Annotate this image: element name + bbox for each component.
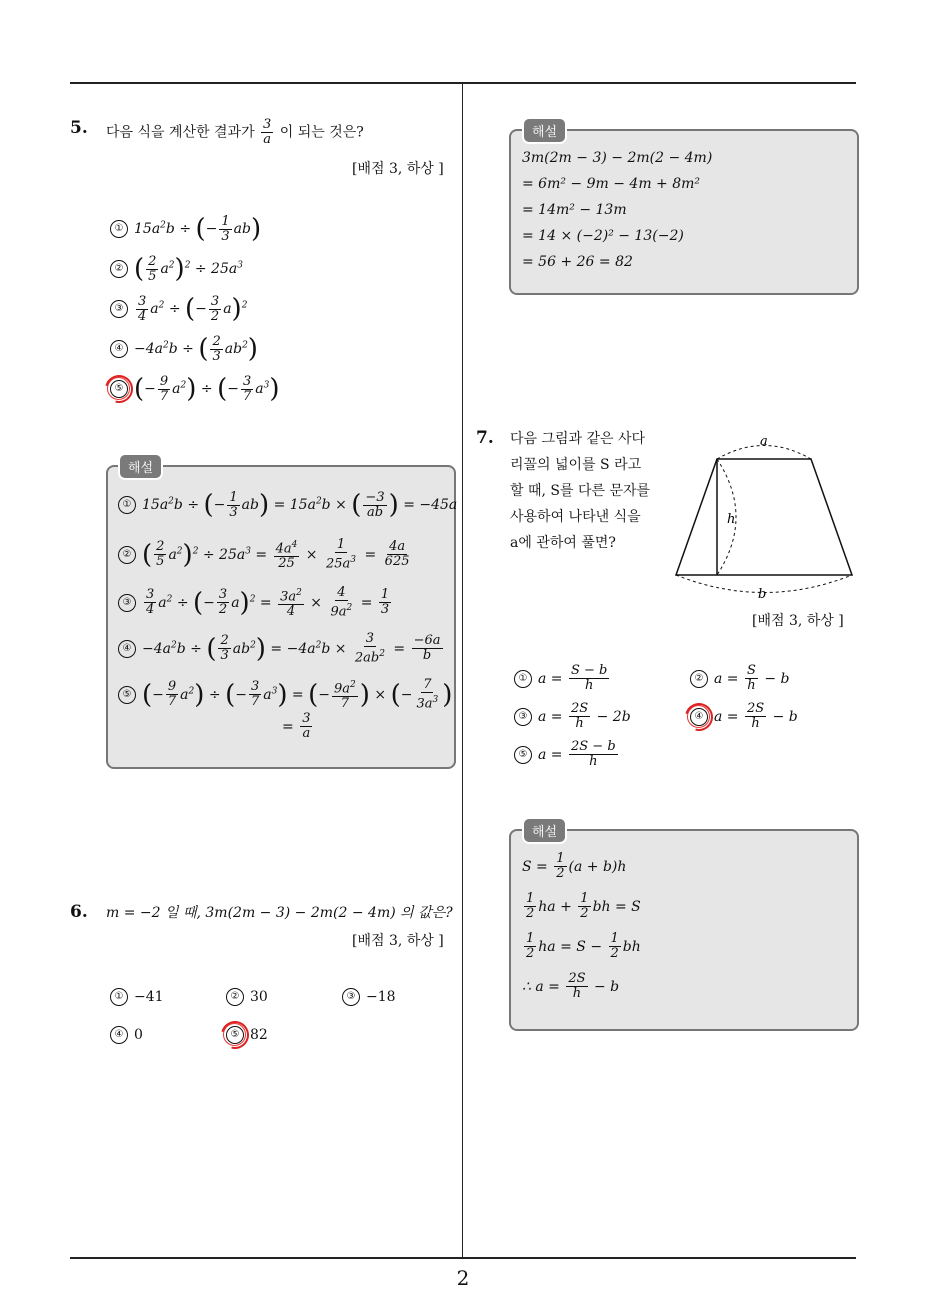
q5-choice-1[interactable]: ① $15a^2b$ ÷ (− $\frac{1}{3}$ ab) — [110, 214, 261, 244]
q6-solution-line-4: = 14 × (−2)² − 13(−2) — [522, 228, 684, 244]
q7-solution-line-2: $\frac{1}{2}$ ha + $\frac{1}{2}$ bh = S — [526, 891, 641, 921]
question-5-text-before: 다음 식을 계산한 결과가 — [106, 124, 255, 141]
page-number: 2 — [456, 1266, 470, 1290]
trapezoid-figure — [670, 430, 860, 605]
q5-choice-4[interactable]: ④ $-4a^2b$ ÷ ( $\frac{2}{3}$ $ab^2$) — [110, 334, 258, 364]
column-divider — [462, 83, 463, 1257]
question-7-text-line-3: 할 때, S를 다른 문자를 — [510, 483, 651, 499]
figure-label-b: b — [758, 587, 767, 602]
q6-choice-5[interactable]: ⑤ 82 — [226, 1026, 268, 1044]
question-7-text — [510, 426, 650, 556]
question-7-text-line-2: 리꼴의 넓이를 S 라고 — [510, 457, 642, 473]
question-5-text-after: 이 되는 것은? — [279, 124, 364, 141]
q7-solution-line-3: $\frac{1}{2}$ ha = S − $\frac{1}{2}$ bh — [526, 931, 641, 961]
question-6-text: m = −2 일 때, 3m(2m − 3) − 2m(2 − 4m) 의 값은? — [106, 905, 453, 921]
q7-solution-line-1: S = $\frac{1}{2}$ (a + b)h — [522, 851, 627, 881]
q5-solution-line-4: ④ $-4a^2b$ ÷ ( $\frac{2}{3}$ $ab^2) = -4a^2b$ × $\frac{3}{2ab^2}$ = $\frac{-6a}{b}$ — [118, 632, 445, 665]
question-5-text: 다음 식을 계산한 결과가 $\frac{3}{a}$ 이 되는 것은? — [106, 117, 364, 147]
question-6-points: [배점 3, 하상 ] — [352, 933, 444, 949]
q6-solution-line-1: 3m(2m − 3) − 2m(2 − 4m) — [522, 150, 713, 166]
question-5-points: [배점 3, 하상 ] — [352, 161, 444, 177]
question-7-points: [배점 3, 하상 ] — [752, 613, 844, 629]
q7-choice-1[interactable]: ① a = $\frac{S - b}{h}$ — [514, 664, 611, 693]
q6-solution-line-5: = 56 + 26 = 82 — [522, 254, 633, 270]
q7-solution-line-4: ∴ a = $\frac{2S}{h}$ − b — [522, 971, 620, 1001]
question-7-text-line-5: a에 관하여 풀면? — [510, 535, 616, 551]
q5-choice-5[interactable]: ⑤ (− $\frac{9}{7}$ $a^2$) ÷ (− $\frac{3}{7}$ $a^3$) — [110, 374, 279, 404]
q7-choice-5[interactable]: ⑤ a = $\frac{2S - b}{h}$ — [514, 740, 620, 769]
q6-choice-1[interactable]: ① −41 — [110, 988, 164, 1006]
top-rule — [70, 82, 856, 84]
q5-solution-line-1: ① $15a^2b$ ÷ (− $\frac{1}{3}$ $ab) = 15a^2b$ × ( $\frac{-3}{ab}$ ) = −45a — [118, 490, 457, 520]
q6-choice-3[interactable]: ③ −18 — [342, 988, 396, 1006]
q5-solution-label: 해설 — [118, 453, 163, 480]
q7-choice-4[interactable]: ④ a = $\frac{2S}{h}$ − b — [690, 702, 798, 731]
figure-label-a: a — [760, 434, 768, 449]
question-6-number: 6. — [70, 902, 88, 922]
figure-label-h: h — [727, 512, 736, 527]
q7-choice-3[interactable]: ③ a = $\frac{2S}{h}$ − 2b — [514, 702, 631, 731]
q6-solution-line-2: = 6m² − 9m − 4m + 8m² — [522, 176, 701, 192]
question-7-text-line-4: 사용하여 나타낸 식을 — [510, 509, 641, 525]
q5-choice-3[interactable]: ③ $\frac{3}{4}$ $a^2$ ÷ (− $\frac{3}{2}$ a)$^2$ — [110, 294, 247, 324]
q5-solution-line-2: ② ( $\frac{2}{5}$ $a^2)^2 \div 25a^3$ = $\frac{4a^4}{25}$ × $\frac{1}{25a^3}$ = $\frac{4a}{625}$ — [118, 538, 414, 571]
question-7-number: 7. — [476, 428, 494, 448]
q6-choice-2[interactable]: ② 30 — [226, 988, 268, 1006]
question-5-number: 5. — [70, 118, 88, 138]
q5-solution-line-5: ⑤ (− $\frac{9}{7}$ $a^2$) ÷ (− $\frac{3}{7}$ $a^3$) = (− $\frac{9a^2}{7}$ ) × (− $\frac{7}{3a^3}$ ) — [118, 678, 452, 711]
question-7-text-line-1: 다음 그림과 같은 사다 — [510, 431, 646, 447]
q5-solution-line-6: = $\frac{3}{a}$ — [282, 711, 311, 741]
q6-choice-4[interactable]: ④ 0 — [110, 1026, 143, 1044]
q7-solution-label: 해설 — [522, 817, 567, 844]
q5-solution-line-3: ③ $\frac{3}{4}$ $a^2$ ÷ (− $\frac{3}{2}$ a)$^2$ = $\frac{3a^2}{4}$ × $\frac{4}{9a^2}$ = $\frac{1}{3}$ — [118, 586, 393, 619]
q5-choice-2[interactable]: ② ( $\frac{2}{5}$ $a^2)^2 \div 25a^3$ — [110, 254, 243, 284]
bottom-rule — [70, 1257, 856, 1259]
q6-solution-line-3: = 14m² − 13m — [522, 202, 627, 218]
q6-solution-label: 해설 — [522, 117, 567, 144]
q7-choice-2[interactable]: ② a = $\frac{S}{h}$ − b — [690, 664, 789, 693]
